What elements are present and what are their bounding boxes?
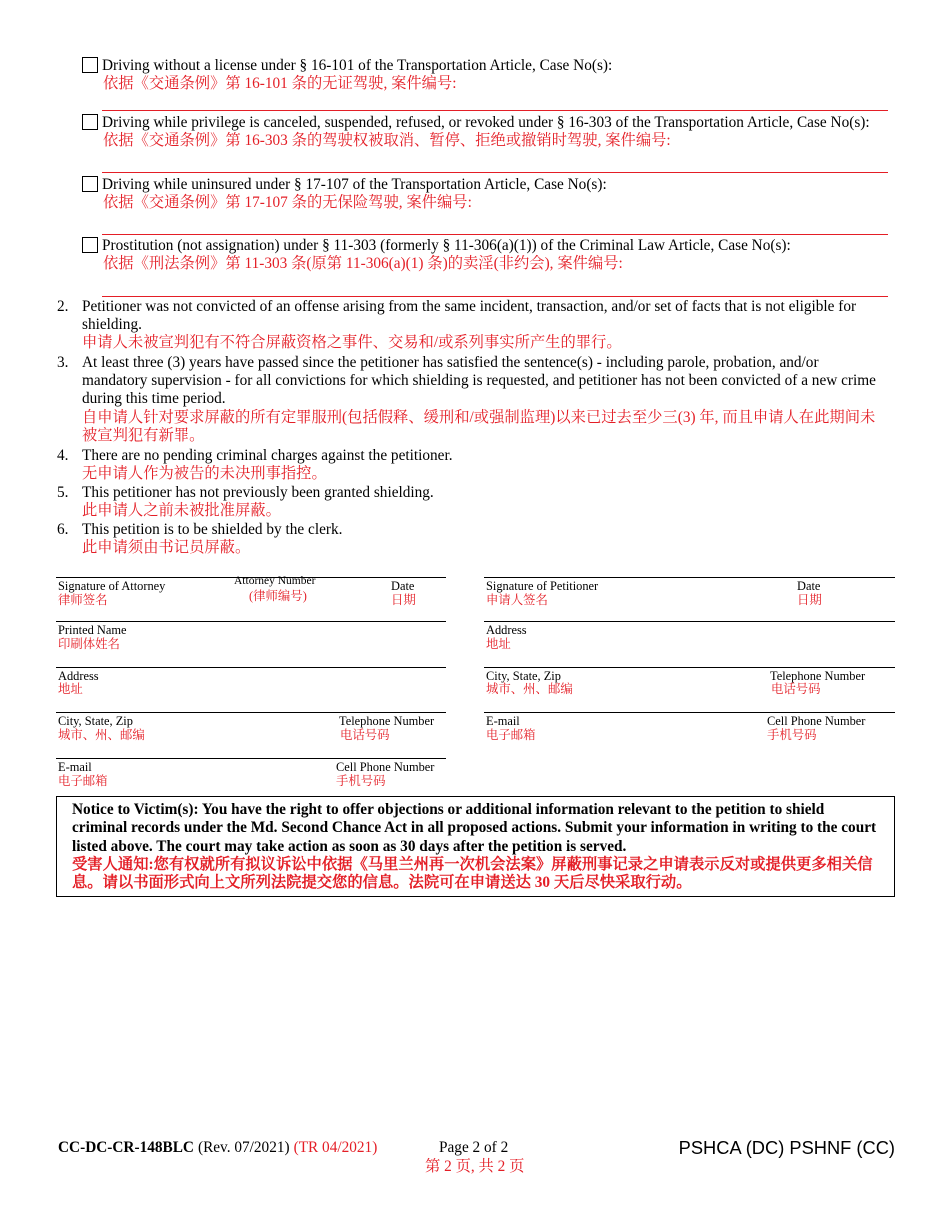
petitioner-signature-label: Signature of Petitioner [486,579,599,593]
printed-name-label-zh: 印刷体姓名 [58,637,120,651]
form-revision: (Rev. 07/2021) [197,1139,290,1156]
petitioner-city-state-zip-label-zh: 城市、州、邮编 [486,682,573,696]
petitioner-email-label-zh: 电子邮箱 [486,728,536,742]
footer-form-info [58,1139,377,1157]
item-text-line-zh: 无申请人作为被告的未决刑事指控。 [82,465,327,483]
petitioner-date-label-zh: 日期 [797,593,822,607]
petitioner-cell-phone-label-zh: 手机号码 [767,728,817,742]
item-number: 3. [57,354,69,371]
attorney-cell-phone-label: Cell Phone Number [336,760,435,774]
petitioner-email-label: E-mail [486,714,520,728]
attorney-number-label-zh: (律师编号) [249,589,307,603]
checkbox-item-label-zh: 依据《交通条例》第 17-107 条的无保险驾驶, 案件编号: [103,194,472,212]
checkbox-item-label: Prostitution (not assignation) under § 11-303 (formerly § 11-306(a)(1)) of the Criminal Law Article, Case No(s): [102,237,791,254]
item-number: 6. [57,521,69,538]
item-text-line: This petition is to be shielded by the clerk. [82,521,343,538]
page-number-zh: 第 2 页, 共 2 页 [425,1158,525,1175]
attorney-date-field[interactable] [389,564,446,578]
petitioner-email-field[interactable] [484,699,765,713]
notice-text [72,801,876,892]
notice-line-zh: 受害人通知:您有权就所有拟议诉讼中依据《马里兰州再一次机会法案》屏蔽刑事记录之申请表示反对或提供更多相关信 [72,855,873,873]
attorney-city-state-zip-label: City, State, Zip [58,714,133,728]
attorney-address-label-zh: 地址 [58,682,83,696]
item-text-line: shielding. [82,316,142,334]
attorney-address-label: Address [58,669,99,683]
case-number-field-suspended-privilege[interactable] [102,153,888,173]
checkbox-item-label-zh: 依据《刑法条例》第 11-303 条(原第 11-306(a)(1) 条)的卖淫(非约会), 案件编号: [103,255,623,273]
item-number: 2. [57,298,69,315]
attorney-date-label-zh: 日期 [391,593,416,607]
attorney-email-label-zh: 电子邮箱 [58,774,108,788]
item-text-line-zh: 自申请人针对要求屏蔽的所有定罪服刑(包括假释、缓刑和/或强制监理)以来已过去至少三(3) 年, 而且申请人在此期间未 [82,408,876,426]
petitioner-signature-field[interactable] [484,564,795,578]
checkbox-item-no-license [102,57,612,94]
attorney-address-field[interactable] [56,654,446,668]
item-number: 4. [57,447,69,464]
attorney-signature-label: Signature of Attorney [58,579,166,593]
petitioner-city-state-zip-field[interactable] [484,654,768,668]
checkbox-item-label-zh: 依据《交通条例》第 16-101 条的无证驾驶, 案件编号: [103,75,457,93]
petitioner-signature-label-zh: 申请人签名 [486,593,548,607]
petitioner-telephone-label: Telephone Number [770,669,866,683]
attorney-signature-field[interactable] [56,564,232,578]
petitioner-address-label: Address [486,623,527,637]
numbered-item-5 [82,484,434,520]
petitioner-date-label: Date [797,579,821,593]
attorney-cell-phone-field[interactable] [334,745,446,759]
petitioner-address-field[interactable] [484,608,895,622]
checkbox-suspended-privilege[interactable] [82,114,98,130]
attorney-signature-label-zh: 律师签名 [58,593,108,607]
page-number: Page 2 of 2 [439,1139,509,1156]
checkbox-prostitution[interactable] [82,237,98,253]
checkbox-no-license[interactable] [82,57,98,73]
printed-name-label: Printed Name [58,623,127,637]
form-codes: PSHCA (DC) PSHNF (CC) [678,1137,895,1158]
checkbox-item-label-zh: 依据《交通条例》第 16-303 条的驾驶权被取消、暂停、拒绝或撤销时驾驶, 案件编号: [103,132,671,150]
notice-line: criminal records under the Md. Second Chance Act in all proposed actions. Submit your information in writing to the court [72,819,877,837]
item-text-line: This petitioner has not previously been granted shielding. [82,484,434,501]
item-text-line-zh: 被宣判犯有新罪。 [82,426,205,444]
numbered-item-4 [82,447,453,483]
checkbox-uninsured[interactable] [82,176,98,192]
item-number: 5. [57,484,69,501]
petitioner-telephone-field[interactable] [768,654,895,668]
notice-line: listed above. The court may take action as soon as 30 days after the petition is served. [72,837,627,855]
numbered-item-2 [82,298,856,353]
case-number-field-uninsured[interactable] [102,215,888,235]
item-text-line: mandatory supervision - for all convictions for which shielding is requested, and petitioner has not been convicted of a new crime [82,372,876,390]
checkbox-item-suspended-privilege [102,114,870,151]
checkbox-item-label: Driving without a license under § 16-101 of the Transportation Article, Case No(s): [102,57,613,74]
translation-revision: (TR 04/2021) [293,1139,378,1156]
numbered-item-6 [82,521,342,557]
item-text-line: Petitioner was not convicted of an offense arising from the same incident, transaction, and/or set of facts that is not eligible for [82,298,857,315]
notice-line-zh: 息。请以书面形式向上文所列法院提交您的信息。法院可在申请送达 30 天后尽快采取行动。 [72,874,692,892]
item-text-line-zh: 此申请人之前未被批准屏蔽。 [82,502,281,520]
petitioner-address-label-zh: 地址 [486,637,511,651]
attorney-telephone-field[interactable] [337,699,446,713]
notice-line: Notice to Victim(s): You have the right to offer objections or additional information relevant to the petition to shield [72,801,825,818]
attorney-cell-phone-label-zh: 手机号码 [336,774,386,788]
case-number-field-prostitution[interactable] [102,277,888,297]
item-text-line: during this time period. [82,390,226,408]
case-number-field-no-license[interactable] [102,95,888,111]
item-text-line-zh: 此申请须由书记员屏蔽。 [82,539,251,557]
attorney-city-state-zip-label-zh: 城市、州、邮编 [58,728,145,742]
attorney-telephone-label-zh: 电话号码 [340,728,390,742]
notice-to-victims-box [56,796,895,897]
petitioner-cell-phone-field[interactable] [765,699,895,713]
attorney-printed-name-field[interactable] [56,608,446,622]
attorney-date-label: Date [391,579,415,593]
checkbox-item-label: Driving while uninsured under § 17-107 of the Transportation Article, Case No(s): [102,176,607,193]
attorney-email-field[interactable] [56,745,334,759]
attorney-city-state-zip-field[interactable] [56,699,337,713]
petitioner-cell-phone-label: Cell Phone Number [767,714,866,728]
numbered-item-3 [82,354,876,445]
attorney-number-label: Attorney Number [234,575,316,587]
checkbox-item-label: Driving while privilege is canceled, suspended, refused, or revoked under § 16-303 of the Transportation Article, Case No(s): [102,114,870,131]
checkbox-item-prostitution [102,237,791,274]
item-text-line: At least three (3) years have passed since the petitioner has satisfied the sentence(s) - including parole, probation, and/or [82,354,819,371]
petitioner-telephone-label-zh: 电话号码 [771,682,821,696]
checkbox-item-uninsured [102,176,607,213]
item-text-line-zh: 申请人未被宣判犯有不符合屏蔽资格之事件、交易和/或系列事实所产生的罪行。 [82,334,622,352]
form-id: CC-DC-CR-148BLC [58,1139,194,1156]
attorney-telephone-label: Telephone Number [339,714,435,728]
attorney-email-label: E-mail [58,760,92,774]
petitioner-date-field[interactable] [795,564,895,578]
item-text-line: There are no pending criminal charges against the petitioner. [82,447,453,464]
petitioner-city-state-zip-label: City, State, Zip [486,669,561,683]
